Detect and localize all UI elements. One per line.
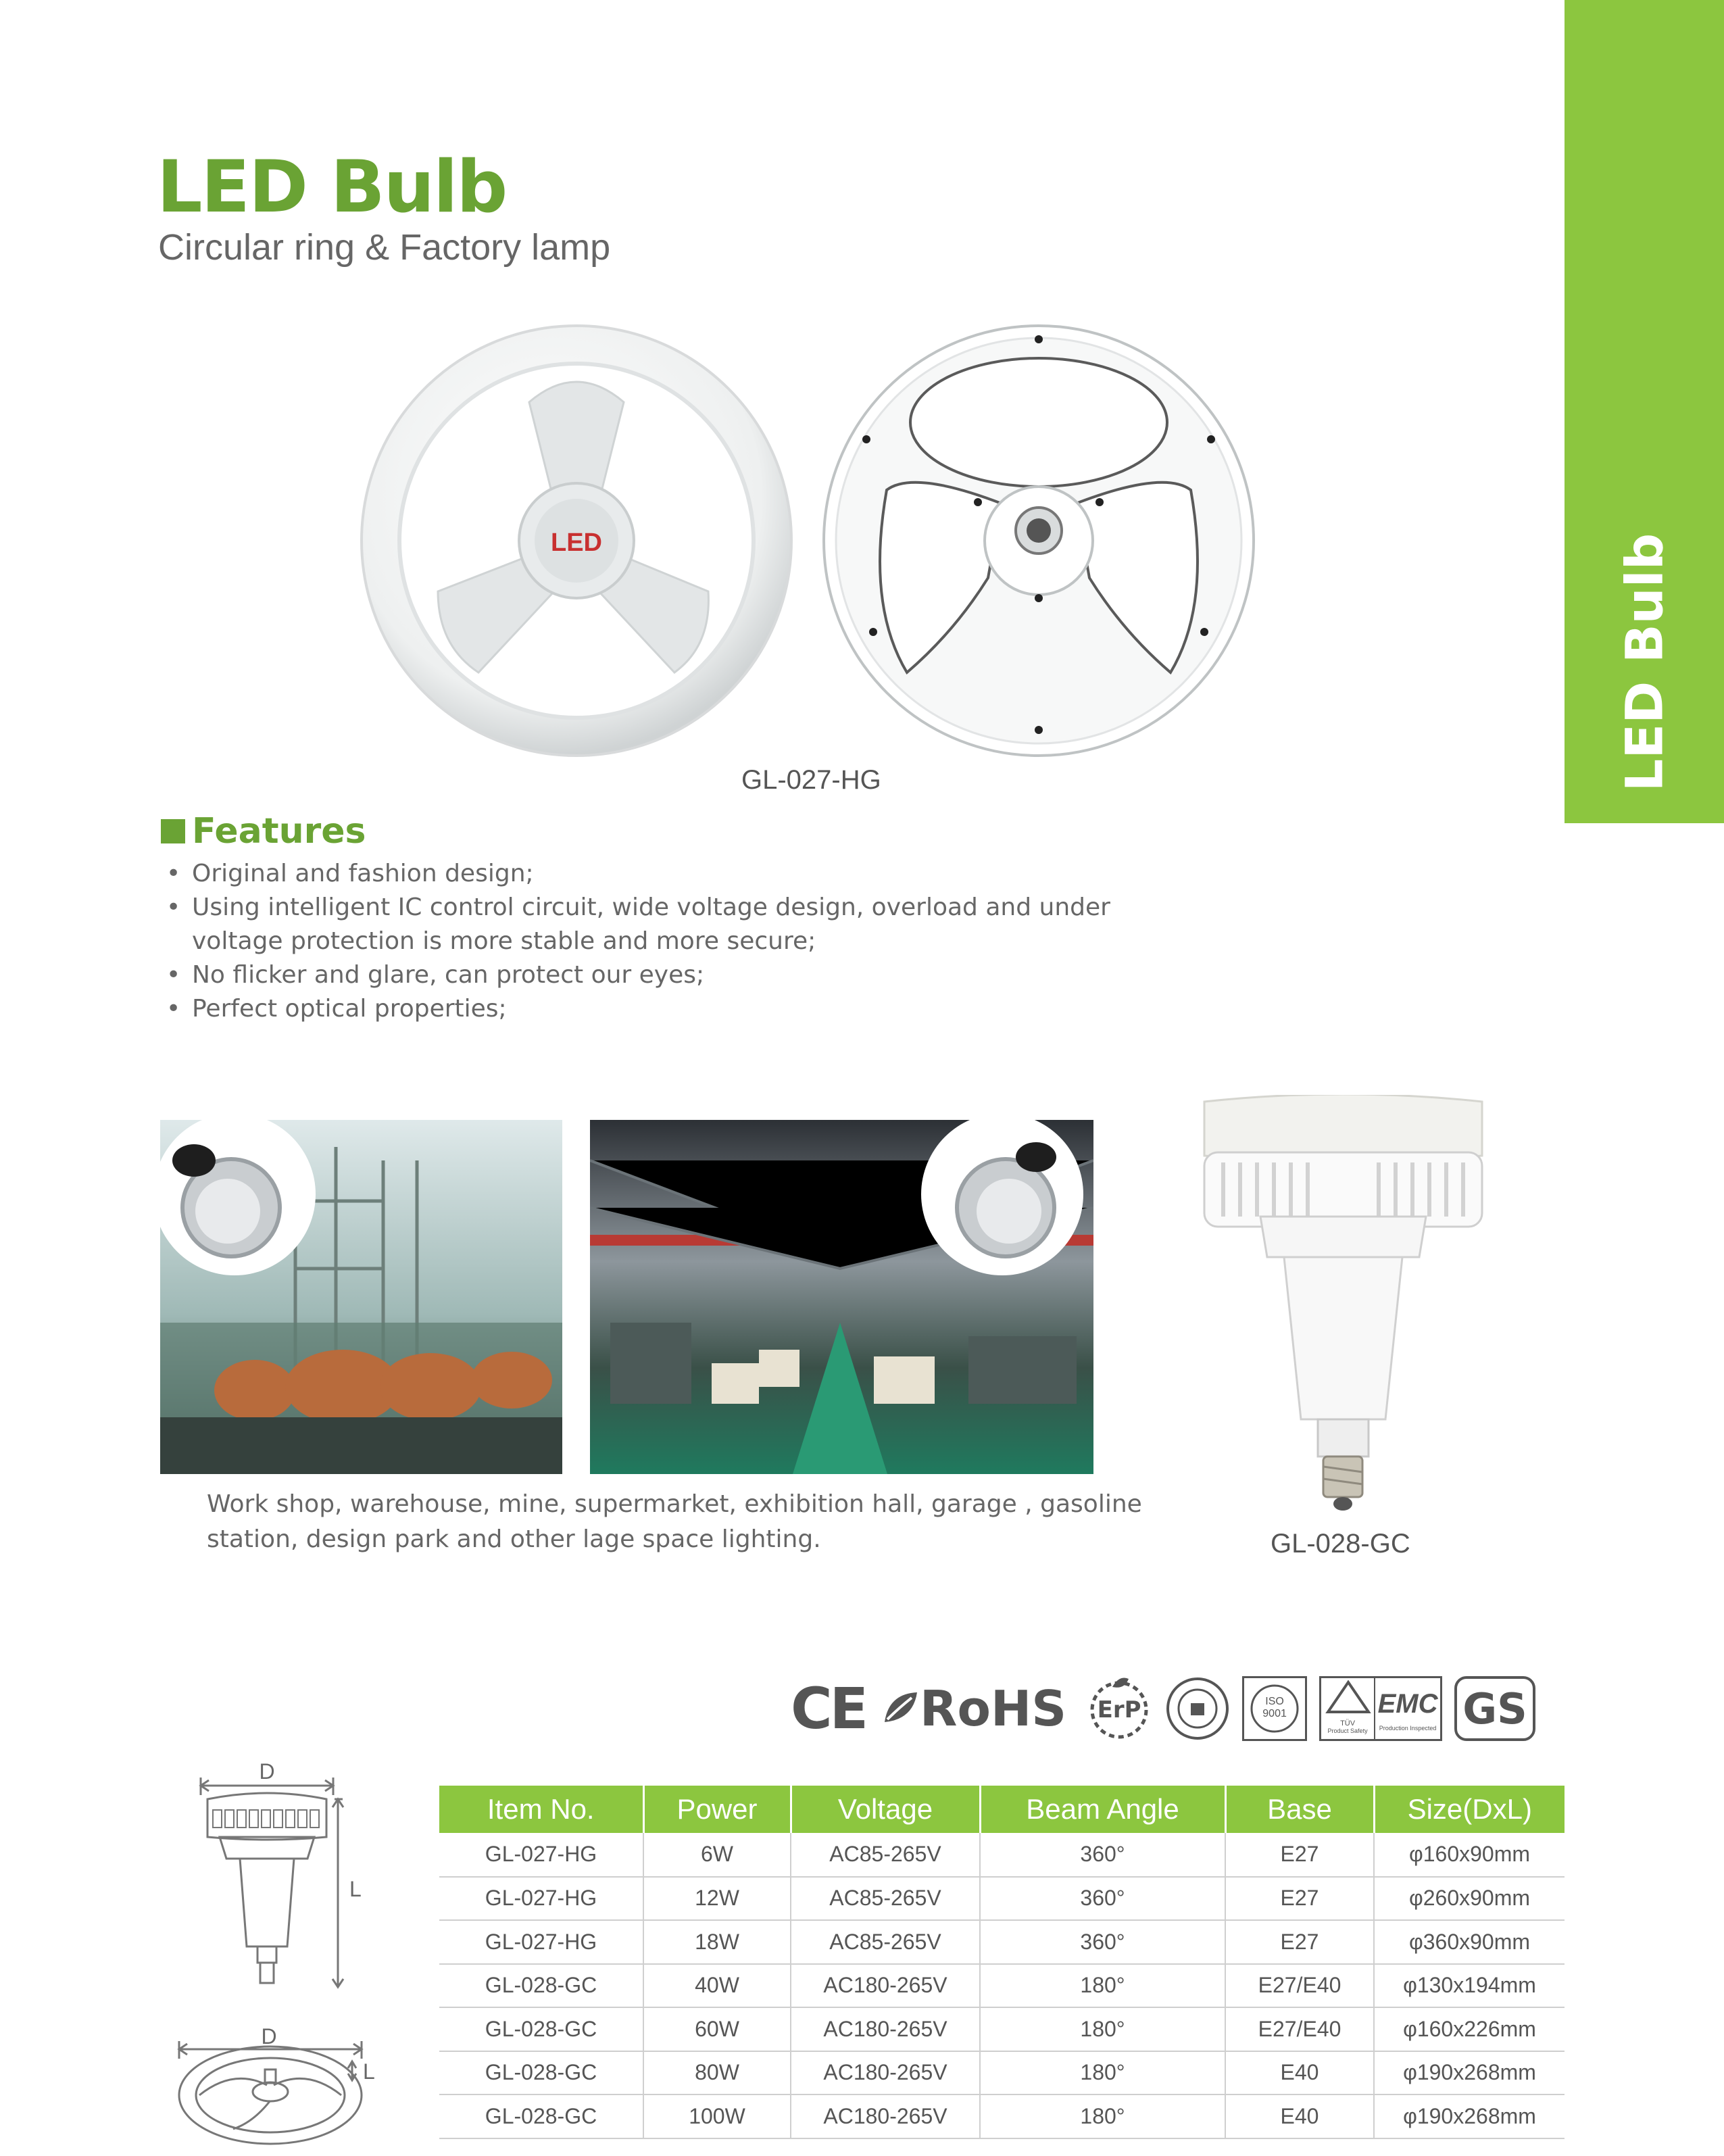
features-title: Features [192, 811, 366, 852]
cell-item-no: GL-027-HG [439, 1833, 643, 1877]
header-voltage: Voltage [791, 1786, 980, 1833]
warehouse-photo [590, 1120, 1093, 1474]
factory-lamp-dimension-diagram [193, 1757, 375, 1994]
emc-sublabel: Production Inspected [1379, 1725, 1437, 1732]
spec-table [439, 1786, 1565, 2139]
cell-base: E27 [1225, 1920, 1374, 1964]
cell-beam-angle: 180° [980, 2094, 1225, 2138]
tuv-sublabel: Product Safety [1327, 1728, 1368, 1734]
cell-beam-angle: 360° [980, 1877, 1225, 1921]
ce-mark-icon: CE [791, 1675, 866, 1742]
cell-item-no: GL-028-GC [439, 1964, 643, 2008]
iso-9001-icon [1242, 1676, 1307, 1741]
ring-lamp-front-image [357, 321, 796, 760]
table-row [439, 2094, 1565, 2138]
cell-beam-angle: 360° [980, 1833, 1225, 1877]
cell-size: φ190x268mm [1374, 2051, 1565, 2095]
gs-mark-icon: GS [1454, 1676, 1535, 1741]
cell-size: φ190x268mm [1374, 2094, 1565, 2138]
feature-item: • Original and fashion design; [162, 857, 1176, 891]
heading-square-icon [161, 819, 185, 843]
ring-lamp-logo: LED [551, 529, 602, 557]
header-base: Base [1225, 1786, 1374, 1833]
cell-beam-angle: 360° [980, 1920, 1225, 1964]
erp-label: ErP [1097, 1696, 1141, 1723]
cell-base: E27 [1225, 1833, 1374, 1877]
side-tab [1565, 0, 1724, 823]
cell-item-no: GL-028-GC [439, 2007, 643, 2051]
header-beam-angle: Beam Angle [980, 1786, 1225, 1833]
cell-power: 40W [643, 1964, 791, 2008]
seal-mark-icon [1165, 1676, 1230, 1741]
cell-power: 100W [643, 2094, 791, 2138]
cell-voltage: AC85-265V [791, 1877, 980, 1921]
cell-item-no: GL-028-GC [439, 2051, 643, 2095]
cell-base: E27/E40 [1225, 2007, 1374, 2051]
feature-item: • Using intelligent IC control circuit, wide voltage design, overload and under voltage protection is more stable and more secure; [162, 891, 1176, 958]
factory-lamp-caption: GL-028-GC [1271, 1529, 1410, 1559]
iso-number: 9001 [1262, 1708, 1287, 1719]
cell-size: φ130x194mm [1374, 1964, 1565, 2008]
tuv-label: TÜV [1340, 1719, 1356, 1728]
cell-item-no: GL-027-HG [439, 1920, 643, 1964]
application-text: Work shop, warehouse, mine, supermarket, exhibition hall, garage , gasoline station, design park and other lage space lighting. [207, 1490, 1142, 1553]
cell-power: 6W [643, 1833, 791, 1877]
erp-mark-icon [1085, 1675, 1153, 1742]
header-power: Power [643, 1786, 791, 1833]
cell-voltage: AC180-265V [791, 2094, 980, 2138]
diagram-l-label: L [363, 2059, 375, 2084]
page-subtitle: Circular ring & Factory lamp [158, 227, 611, 268]
header-size: Size(DxL) [1374, 1786, 1565, 1833]
spec-table-header [439, 1786, 1565, 1833]
feature-item: • Perfect optical properties; [162, 992, 1176, 1026]
cell-size: φ160x90mm [1374, 1833, 1565, 1877]
cell-base: E27/E40 [1225, 1964, 1374, 2008]
cell-size: φ360x90mm [1374, 1920, 1565, 1964]
cell-voltage: AC85-265V [791, 1833, 980, 1877]
ring-lamp-dimension-diagram [172, 2021, 395, 2156]
cell-beam-angle: 180° [980, 2051, 1225, 2095]
rohs-mark: RoHS [920, 1680, 1067, 1737]
cell-power: 60W [643, 2007, 791, 2051]
features-list [162, 857, 1176, 1026]
table-row [439, 1833, 1565, 1877]
factory-lamp-image [1196, 1095, 1490, 1517]
cell-voltage: AC180-265V [791, 2007, 980, 2051]
cell-beam-angle: 180° [980, 2007, 1225, 2051]
table-row [439, 2051, 1565, 2095]
certification-logos [791, 1675, 1535, 1742]
cell-beam-angle: 180° [980, 1964, 1225, 2008]
iso-label: ISO [1265, 1696, 1284, 1707]
cell-item-no: GL-027-HG [439, 1877, 643, 1921]
tuv-emc-icon [1319, 1676, 1442, 1741]
cell-power: 12W [643, 1877, 791, 1921]
table-row [439, 1920, 1565, 1964]
rohs-leaf-icon [882, 1688, 920, 1729]
cell-size: φ160x226mm [1374, 2007, 1565, 2051]
cell-voltage: AC180-265V [791, 1964, 980, 2008]
cell-item-no: GL-028-GC [439, 2094, 643, 2138]
cell-base: E40 [1225, 2051, 1374, 2095]
table-row [439, 1964, 1565, 2008]
cell-size: φ260x90mm [1374, 1877, 1565, 1921]
page-title: LED Bulb [157, 145, 507, 228]
cell-voltage: AC85-265V [791, 1920, 980, 1964]
cell-base: E27 [1225, 1877, 1374, 1921]
cell-power: 80W [643, 2051, 791, 2095]
ring-lamp-caption: GL-027-HG [741, 765, 881, 795]
diagram-d-label: D [261, 2024, 277, 2049]
cell-voltage: AC180-265V [791, 2051, 980, 2095]
side-tab-label: LED Bulb [1614, 533, 1675, 792]
ring-lamp-back-image [819, 321, 1258, 760]
feature-item: • No flicker and glare, can protect our eyes; [162, 958, 1176, 992]
workshop-photo [160, 1120, 562, 1474]
cell-base: E40 [1225, 2094, 1374, 2138]
diagram-d-label: D [259, 1759, 275, 1784]
header-item-no: Item No. [439, 1786, 643, 1833]
emc-label: EMC [1377, 1689, 1438, 1719]
cell-power: 18W [643, 1920, 791, 1964]
features-heading [161, 811, 366, 852]
table-row [439, 1877, 1565, 1921]
diagram-l-label: L [349, 1877, 362, 1901]
table-row [439, 2007, 1565, 2051]
